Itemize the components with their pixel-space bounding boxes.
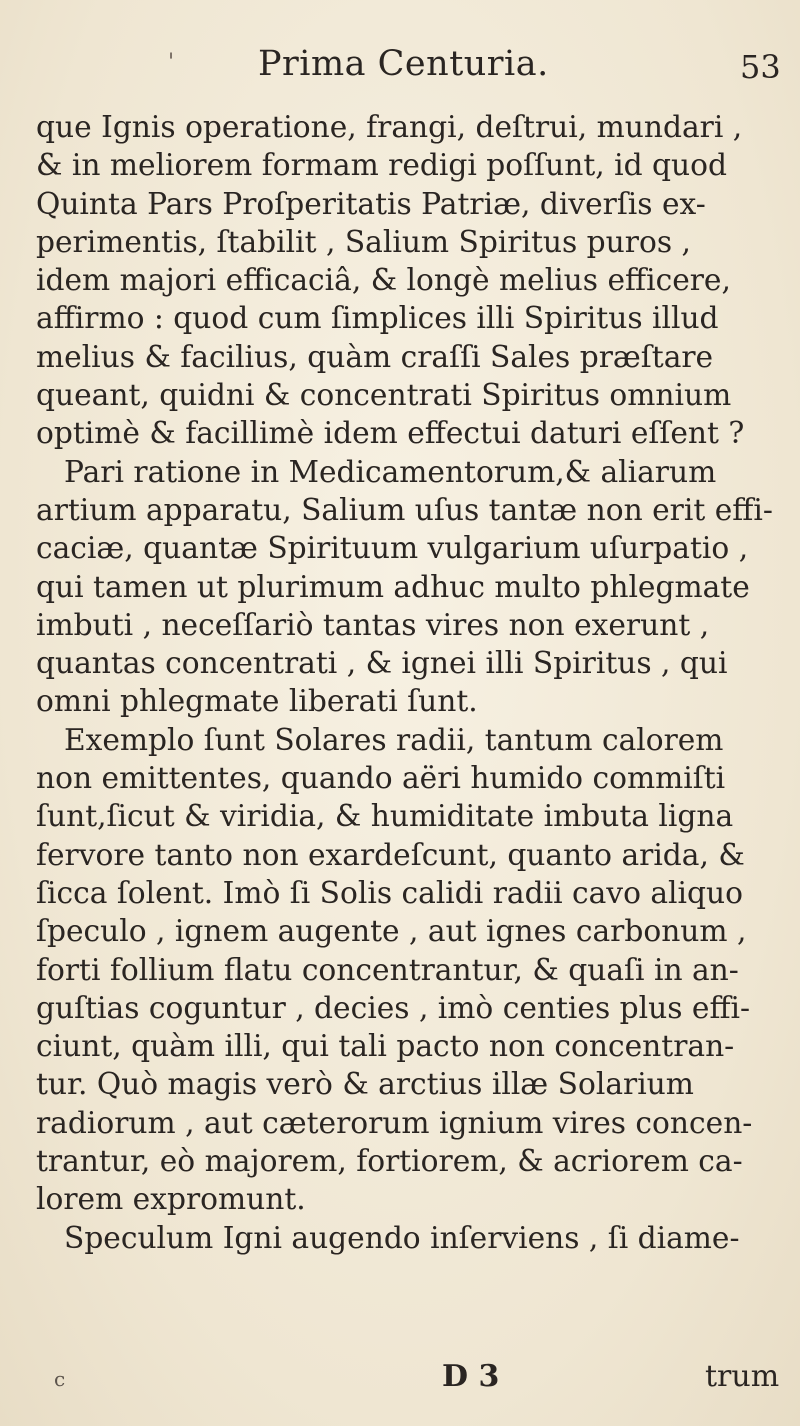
text-line: non emittentes, quando aëri humido commiſti <box>36 760 726 796</box>
text-line: guſtias coguntur , decies , imò centies plus effi- <box>36 989 751 1025</box>
catchword: trum <box>705 1359 780 1394</box>
text-line: imbuti , neceſſariò tantas vires non exerunt , <box>36 606 710 642</box>
signature-mark: D 3 <box>442 1359 500 1394</box>
text-line: trantur, eò majorem, fortiorem, & acriorem ca- <box>36 1143 743 1179</box>
text-line: queant, quidni & concentrati Spiritus omnium <box>36 377 732 413</box>
text-line: perimentis, ſtabilit , Salium Spiritus puros , <box>36 223 691 259</box>
text-line: ſicca ſolent. Imò ſi Solis calidi radii cavo aliquo <box>36 874 743 910</box>
text-line: Exemplo ſunt Solares radii, tantum calorem <box>64 721 724 757</box>
text-line: lorem expromunt. <box>36 1181 306 1217</box>
text-line: Quinta Pars Proſperitatis Patriæ, diverſis ex- <box>36 185 706 221</box>
text-line: optimè & facillimè idem effectui daturi eſſent ? <box>36 415 745 451</box>
text-line: forti follium flatu concentrantur, & quaſi in an- <box>36 951 739 987</box>
text-line: quantas concentrati , & ignei illi Spiritus , qui <box>36 645 728 681</box>
text-line: radiorum , aut cæterorum ignium vires concen- <box>36 1104 753 1140</box>
text-line: ciunt, quàm illi, qui tali pacto non concentran- <box>36 1028 735 1064</box>
text-line: idem majori efficaciâ, & longè melius efficere, <box>36 262 731 298</box>
header-mark: ' <box>168 50 175 75</box>
text-line: Speculum Igni augendo inſerviens , ſi diame- <box>64 1219 740 1255</box>
text-line: melius & facilius, quàm craſſi Sales præſtare <box>36 338 714 374</box>
text-line: fervore tanto non exardeſcunt, quanto arida, & <box>36 836 745 872</box>
page-header <box>0 44 800 94</box>
page-footer <box>36 1359 796 1399</box>
text-line: Pari ratione in Medicamentorum,& aliarum <box>64 453 717 489</box>
text-line: ſpeculo , ignem augente , aut ignes carbonum , <box>36 913 747 949</box>
footer-mark: c <box>54 1367 66 1391</box>
text-line: tur. Quò magis verò & arctius illæ Solarium <box>36 1066 694 1102</box>
text-line: affirmo : quod cum ſimplices illi Spiritus illud <box>36 300 719 336</box>
text-line: & in meliorem formam redigi poſſunt, id quod <box>36 147 728 183</box>
page-number: 53 <box>740 48 781 86</box>
text-line: artium apparatu, Salium uſus tantæ non erit effi- <box>36 491 773 527</box>
running-title: Prima Centuria. <box>258 44 549 84</box>
text-line: qui tamen ut plurimum adhuc multo phlegmate <box>36 568 750 604</box>
text-line: ſunt,ſicut & viridia, & humiditate imbuta ligna <box>36 798 734 834</box>
text-line: que Ignis operatione, frangi, deſtrui, mundari , <box>36 109 743 144</box>
body-text <box>36 108 796 1257</box>
text-line: caciæ, quantæ Spirituum vulgarium uſurpatio , <box>36 530 749 566</box>
text-line: omni phlegmate liberati ſunt. <box>36 683 478 719</box>
